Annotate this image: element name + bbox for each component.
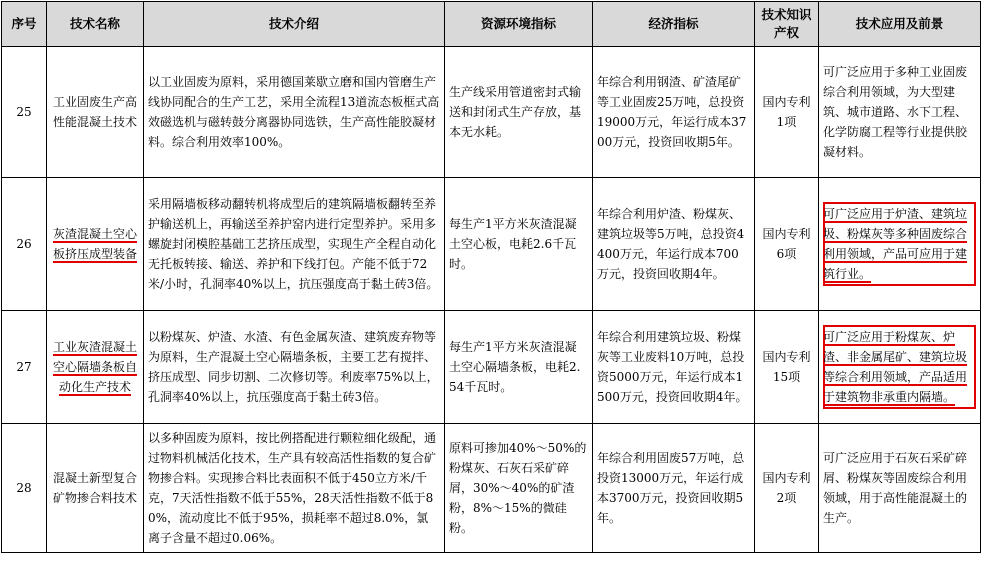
cell-intro: 以多种固废为原料，按比例搭配进行颗粒细化级配，通过物料机械活化技术，生产具有较高活性指数的复合矿物掺合料。实现掺合料比表面积不低于450立方米/千克，7天活性指数不低于55%，28天活性指数不低于80%，流动度比不低于95%，损耗率不超过8.0%，氯离子含量不超过0.06%。 — [144, 424, 445, 553]
cell-intro: 采用隔墙板移动翻转机将成型后的建筑隔墙板翻转至养护输送机上，再输送至养护窑内进行定型养护。采用多螺旋封闭模腔基础工艺挤压成型，实现生产全程自动化无托板转接、输送、养护和下线打包。产能不低于72米/小时，孔洞率40%以上，抗压强度高于黏土砖3倍。 — [144, 178, 445, 311]
cell-no: 26 — [2, 178, 47, 311]
cell-env: 每生产1平方米灰渣混凝土空心板，电耗2.6千瓦时。 — [445, 178, 593, 311]
name-highlight: 工业灰渣混凝土空心隔墙条板自动化生产技术 — [52, 340, 137, 394]
table-row — [2, 178, 981, 311]
header-intro: 技术介绍 — [144, 2, 445, 47]
header-ip: 技术知识产权 — [755, 2, 819, 47]
cell-no: 25 — [2, 47, 47, 178]
cell-env: 每生产1平方米灰渣混凝土空心隔墙条板，电耗2.54千瓦时。 — [445, 311, 593, 424]
cell-app-highlighted — [819, 311, 981, 424]
cell-no: 28 — [2, 424, 47, 553]
app-highlight: 可广泛应用于炉渣、建筑垃圾、粉煤灰等多种固废综合利用领域，产品可应用于建筑行业。 — [823, 202, 976, 286]
cell-econ: 年综合利用钢渣、矿渣尾矿等工业固废25万吨，总投资19000万元，年运行成本3700万元，投资回收期5年。 — [593, 47, 755, 178]
header-env: 资源环境指标 — [445, 2, 593, 47]
header-name: 技术名称 — [47, 2, 144, 47]
cell-ip: 国内专利6项 — [755, 178, 819, 311]
cell-app-highlighted — [819, 178, 981, 311]
cell-no: 27 — [2, 311, 47, 424]
cell-env: 生产线采用管道密封式输送和封闭式生产存放，基本无水耗。 — [445, 47, 593, 178]
cell-env: 原料可掺加40%～50%的粉煤灰、石灰石采矿碎屑，30%～40%的矿渣粉，8%～15%的微硅粉。 — [445, 424, 593, 553]
technology-table — [1, 1, 981, 553]
cell-econ: 年综合利用炉渣、粉煤灰、建筑垃圾等5万吨，总投资4400万元，年运行成本700万元，投资回收期4年。 — [593, 178, 755, 311]
cell-ip: 国内专利15项 — [755, 311, 819, 424]
header-row — [2, 2, 981, 47]
cell-ip: 国内专利1项 — [755, 47, 819, 178]
cell-app: 可广泛应用于多种工业固废综合利用领域，为大型建筑、城市道路、水下工程、化学防腐工程等行业提供胶凝材料。 — [819, 47, 981, 178]
header-no: 序号 — [2, 2, 47, 47]
name-highlight: 灰渣混凝土空心板挤压成型装备 — [52, 227, 137, 261]
cell-name: 工业固废生产高性能混凝土技术 — [47, 47, 144, 178]
table-row — [2, 47, 981, 178]
cell-name-highlighted — [47, 311, 144, 424]
header-econ: 经济指标 — [593, 2, 755, 47]
cell-app: 可广泛应用于石灰石采矿碎屑、粉煤灰等固废综合利用领域，用于高性能混凝土的生产。 — [819, 424, 981, 553]
cell-econ: 年综合利用固废57万吨，总投资13000万元，年运行成本3700万元，投资回收期5年。 — [593, 424, 755, 553]
header-app: 技术应用及前景 — [819, 2, 981, 47]
cell-econ: 年综合利用建筑垃圾、粉煤灰等工业废料10万吨，总投资5000万元，年运行成本1500万元，投资回收期4年。 — [593, 311, 755, 424]
cell-intro: 以粉煤灰、炉渣、水渣、有色金属灰渣、建筑废弃物等为原料，生产混凝土空心隔墙条板，主要工艺有搅拌、挤压成型、同步切割、二次修切等。利废率75%以上，孔洞率40%以上，抗压强度高于黏土砖3倍。 — [144, 311, 445, 424]
cell-name-highlighted — [47, 178, 144, 311]
app-highlight: 可广泛应用于粉煤灰、炉渣、非金属尾矿、建筑垃圾等综合利用领域，产品适用于建筑物非承重内隔墙。 — [823, 325, 976, 409]
cell-name: 混凝土新型复合矿物掺合料技术 — [47, 424, 144, 553]
cell-ip: 国内专利2项 — [755, 424, 819, 553]
cell-intro: 以工业固废为原料，采用德国莱歇立磨和国内管磨生产线协同配合的生产工艺，采用全流程13道流态板框式高效磁选机与磁转鼓分离器协同选铁，生产高性能胶凝材料。综合利用效率100%。 — [144, 47, 445, 178]
table-row — [2, 424, 981, 553]
table-row — [2, 311, 981, 424]
